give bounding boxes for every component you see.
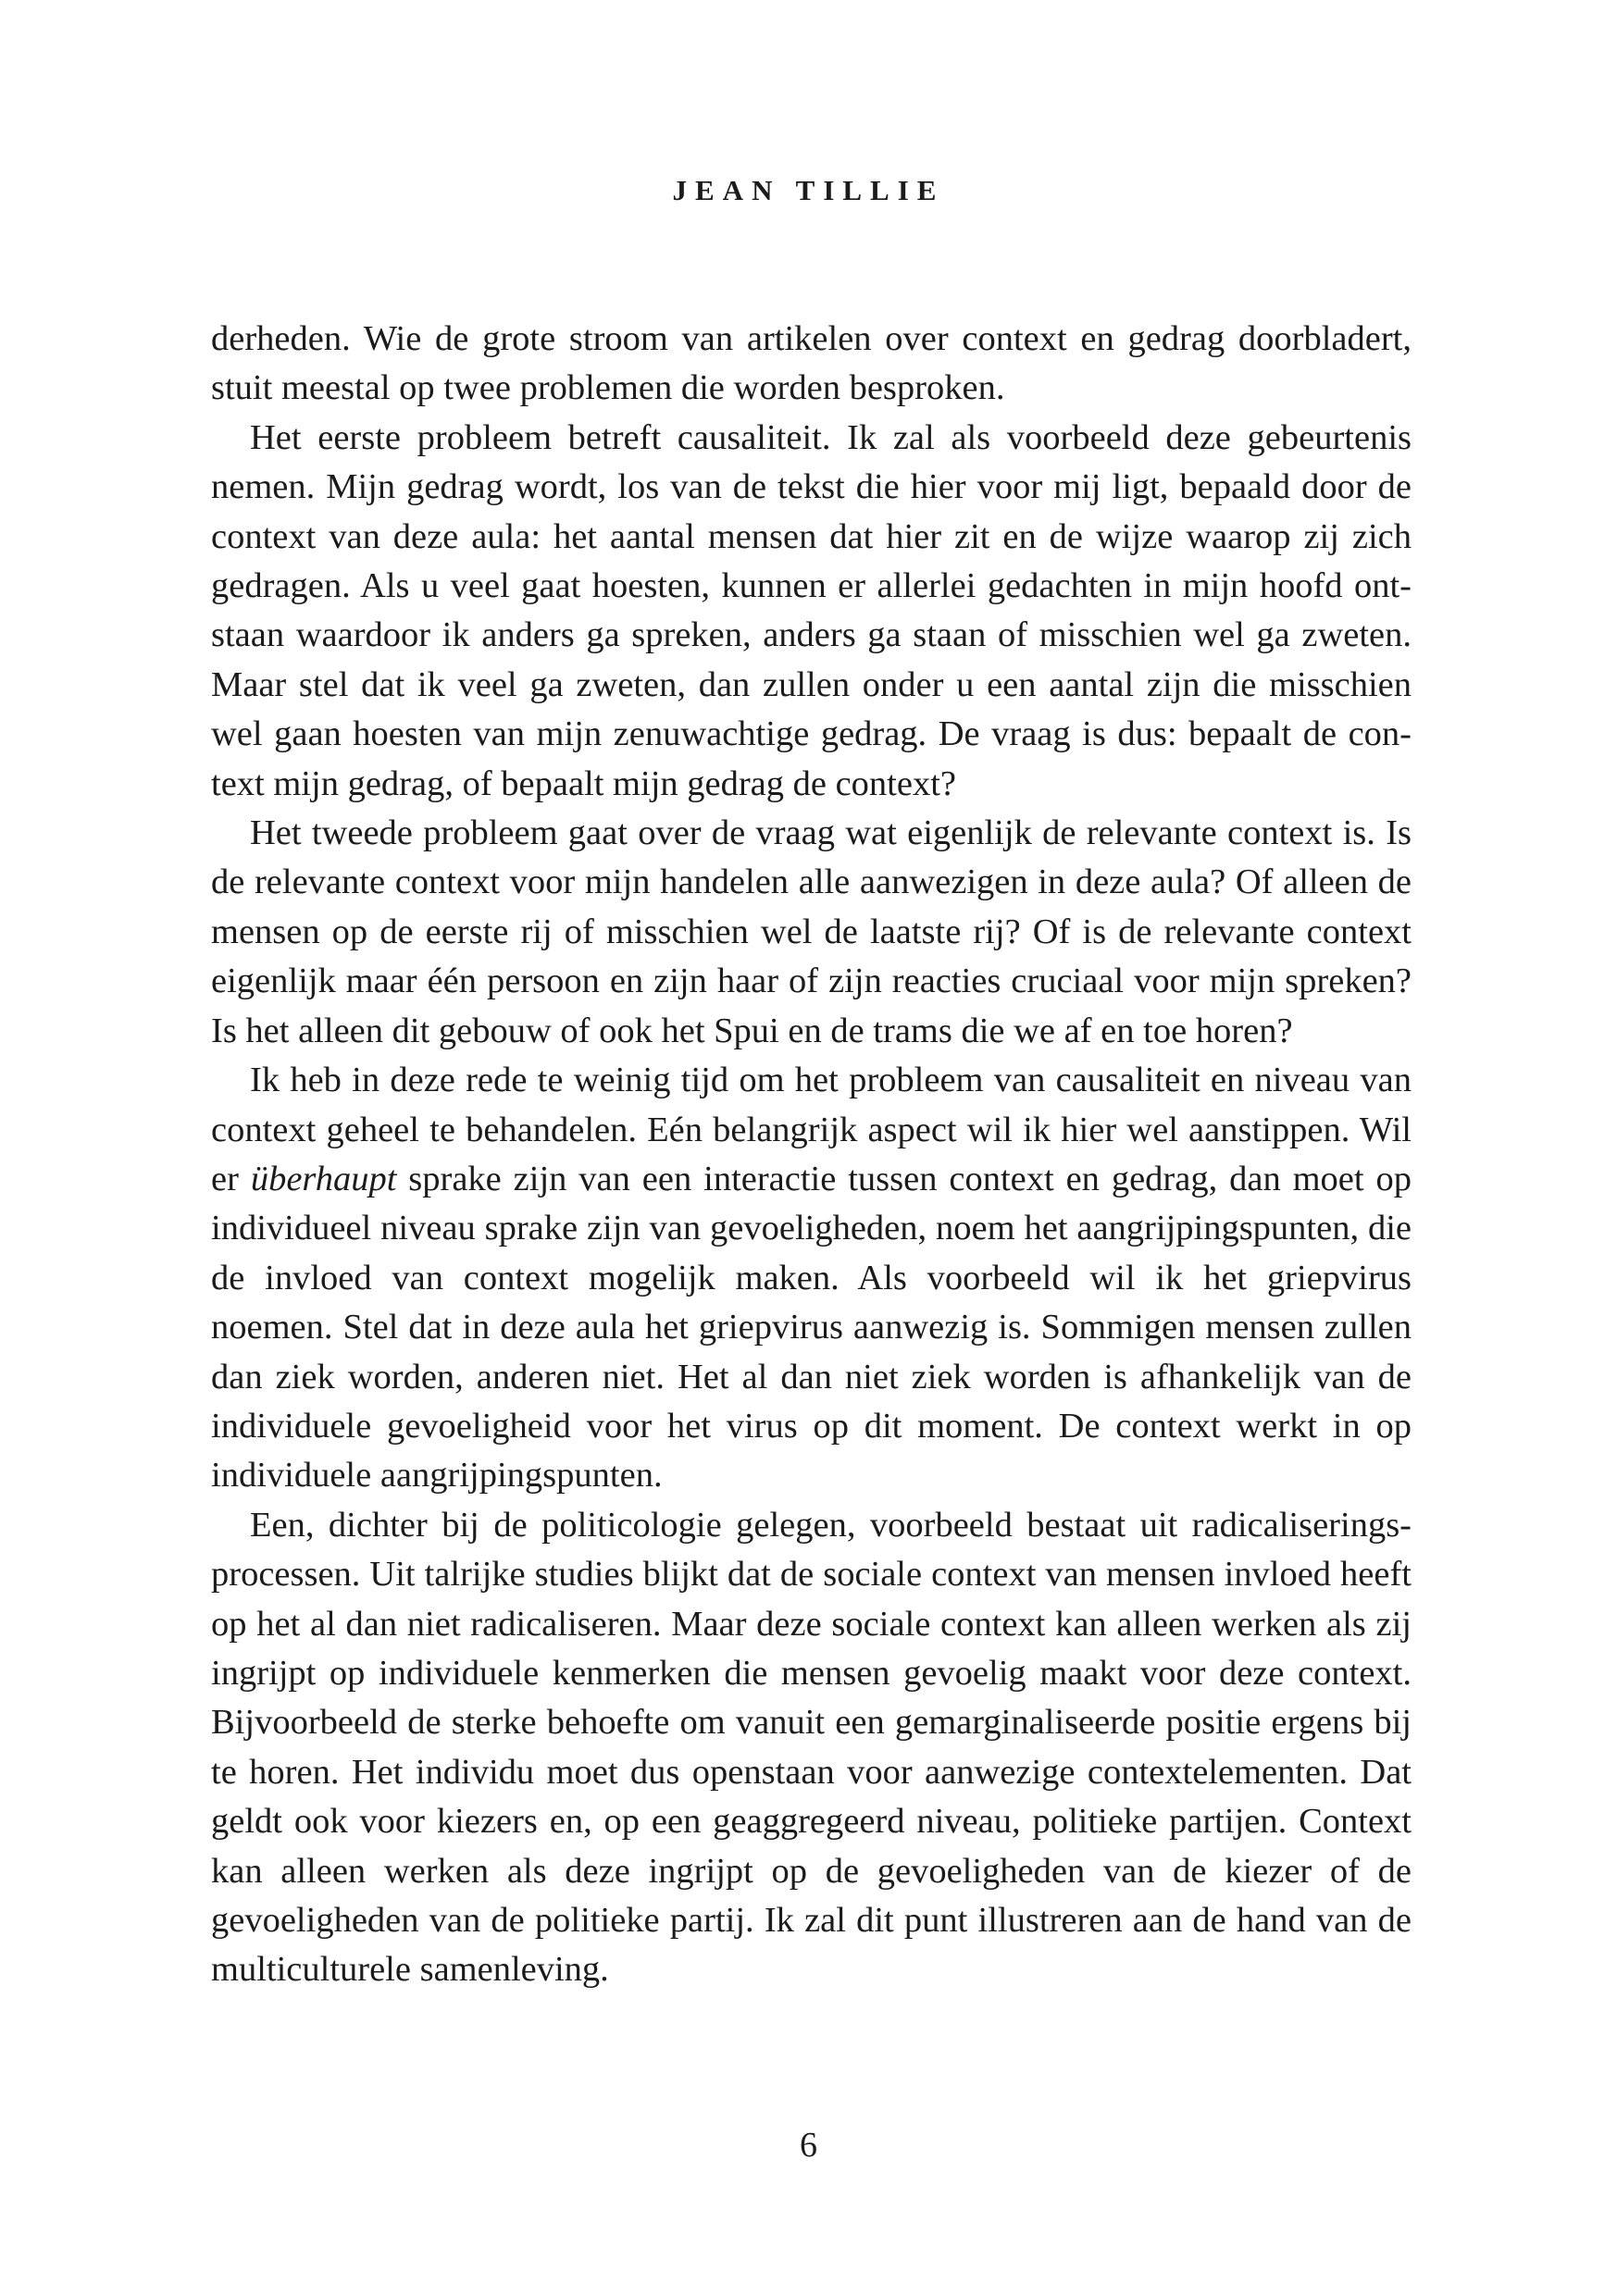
running-head: JEAN TILLIE	[672, 174, 945, 206]
paragraph-susceptibility	[211, 1056, 1412, 1501]
italic-term: überhaupt	[250, 1159, 397, 1198]
paragraph-continuation: derheden. Wie de grote stroom van artikelen over context en gedrag doorbladert, stuit meestal op twee problemen die worden besproken.	[211, 319, 1412, 408]
body-text	[211, 315, 1412, 1995]
paragraph-radicalisation: Een, dichter bij de politicologie gelegen, voorbeeld bestaat uit radicaliseringsprocessen. Uit talrijke studies blijkt dat de sociale context van mensen invloed heeft op het al dan niet radicaliseren. Maar deze sociale context kan alleen werken als zij ingrijpt op individuele kenmerken die mensen gevoelig maakt voor deze context. Bijvoorbeeld de sterke behoefte om vanuit een gemarginaliseerde positie ergens bij te horen. Het individu moet dus openstaan voor aanwezige contextelementen. Dat geldt ook voor kiezers en, op een geaggregeerd niveau, politieke partijen. Context kan alleen werken als deze ingrijpt op de gevoeligheden van de kiezer of de gevoeligheden van de politieke partij. Ik zal dit punt illustreren aan de hand van de multiculturele samenleving.	[211, 1505, 1412, 1990]
page-number: 6	[800, 2126, 817, 2165]
paragraph-susceptibility-text-1: Ik heb in deze rede te weinig tijd om het probleem van causaliteit en niveau van context geheel te behandelen. Eén belangrijk aspect wil ik hier wel aanstippen. Wil er	[211, 1061, 1412, 1198]
paragraph-susceptibility-text-2: sprake zijn van een interactie tussen context en gedrag, dan moet op individueel niveau sprake zijn van gevoeligheden, noem het aangrijpingspunten, die de invloed van context mogelijk maken. Als voorbeeld wil ik het griepvirus noemen. Stel dat in deze aula het griepvirus aanwezig is. Sommigen mensen zullen dan ziek worden, anderen niet. Het al dan niet ziek worden is afhankelijk van de individuele gevoeligheid voor het virus op dit moment. De context werkt in op individuele aangrijpingspunten.	[211, 1159, 1412, 1496]
paragraph-causality: Het eerste probleem betreft causaliteit. Ik zal als voorbeeld deze gebeurtenis nemen. Mijn gedrag wordt, los van de tekst die hier voor mij ligt, bepaald door de context van deze aula: het aantal mensen dat hier zit en de wijze waarop zij zich gedragen. Als u veel gaat hoesten, kunnen er allerlei gedachten in mijn hoofd ontstaan waardoor ik anders ga spreken, anders ga staan of misschien wel ga zweten. Maar stel dat ik veel ga zweten, dan zullen onder u een aantal zijn die misschien wel gaan hoesten van mijn zenuwachtige gedrag. De vraag is dus: bepaalt de context mijn gedrag, of bepaalt mijn gedrag de context?	[211, 417, 1412, 803]
paragraph-relevant-context: Het tweede probleem gaat over de vraag wat eigenlijk de relevante context is. Is de relevante context voor mijn handelen alle aanwezigen in deze aula? Of alleen de mensen op de eerste rij of misschien wel de laatste rij? Of is de relevante context eigenlijk maar één persoon en zijn haar of zijn reacties cruciaal voor mijn spreken? Is het alleen dit gebouw of ook het Spui en de trams die we af en toe horen?	[211, 813, 1412, 1050]
